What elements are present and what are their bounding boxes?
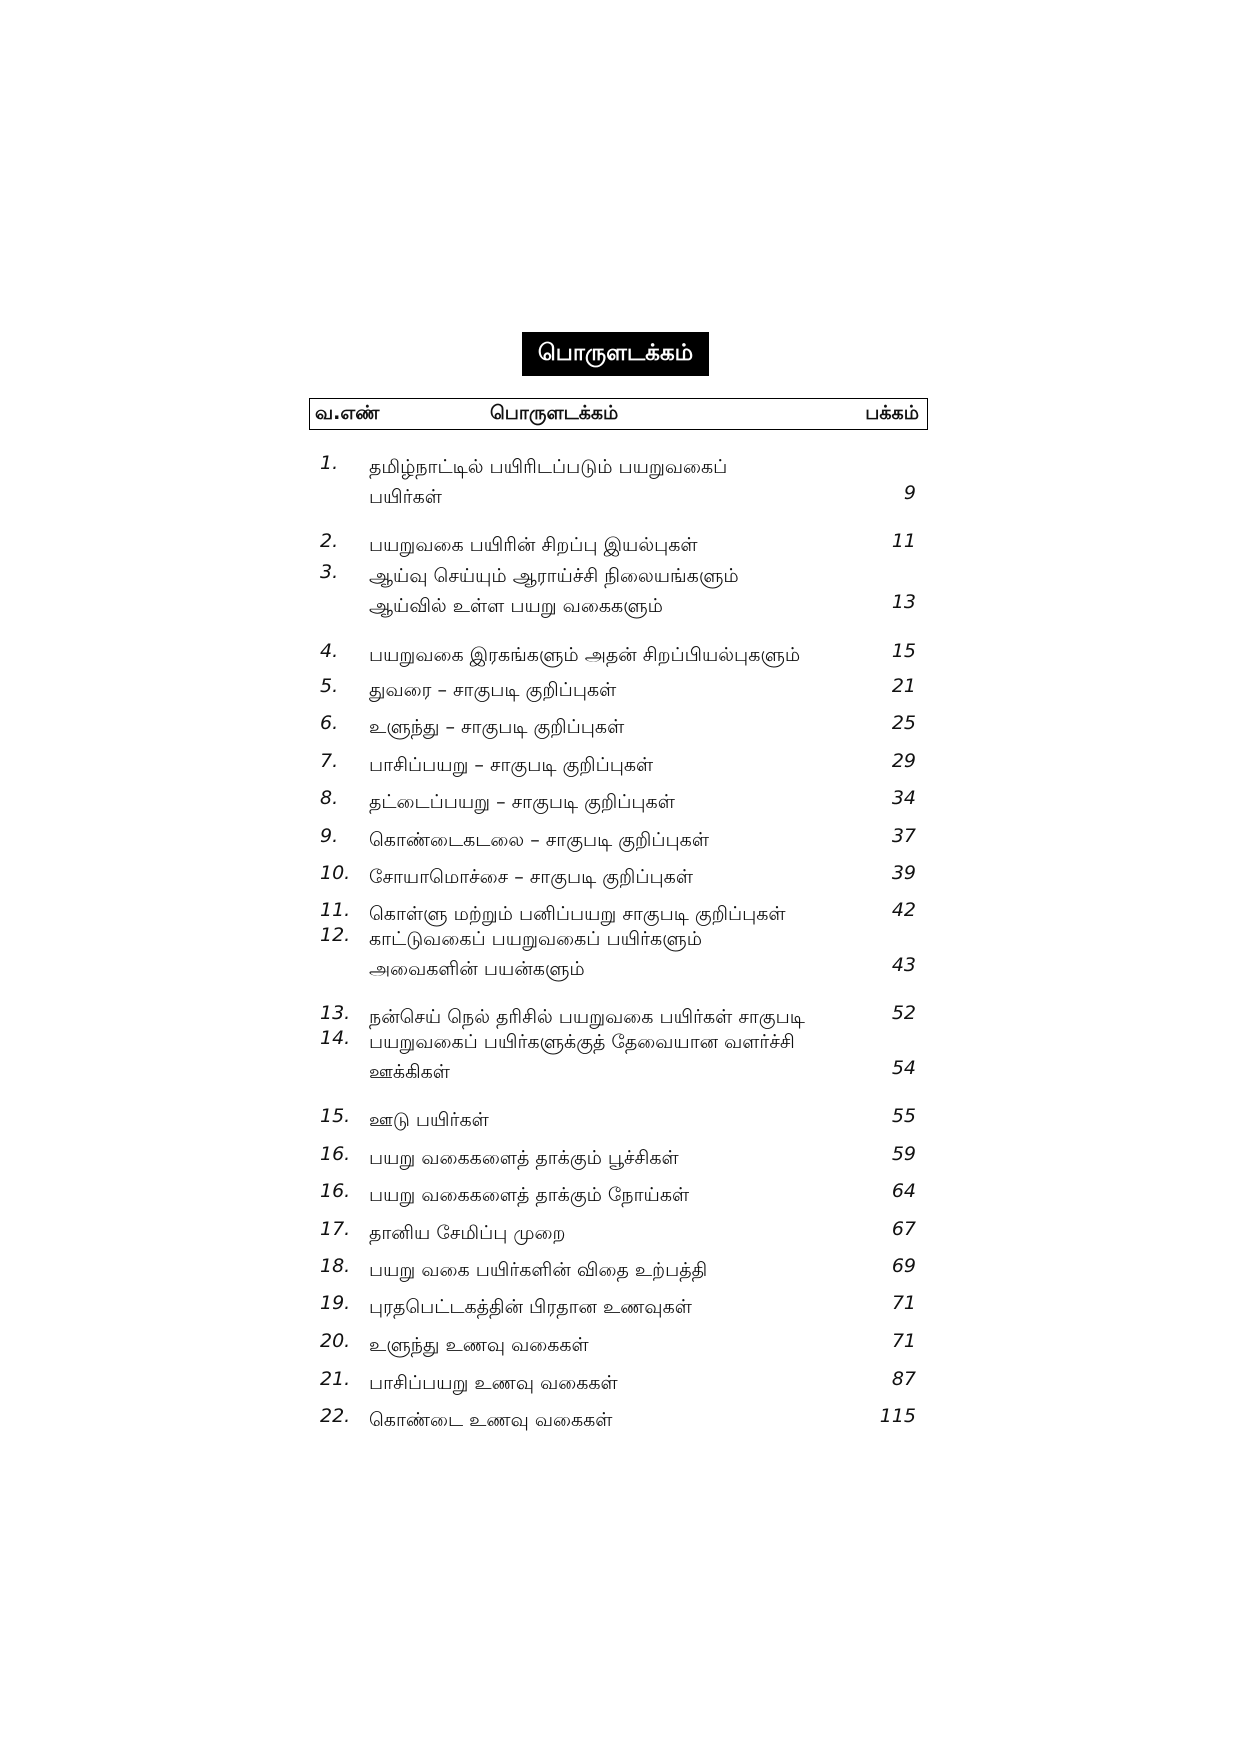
header-page: பக்கம் [865, 402, 919, 424]
entry-title [369, 862, 869, 892]
entry-page-number: 15 [891, 640, 916, 662]
entry-page-number: 67 [891, 1218, 916, 1240]
entry-title-line: தமிழ்நாட்டில் பயிரிடப்படும் பயறுவகைப் [369, 456, 728, 478]
entry-title-line: கொள்ளு மற்றும் பனிப்பயறு சாகுபடி குறிப்புகள் [369, 903, 786, 925]
entry-page-number: 87 [891, 1368, 916, 1390]
entry-number: 3. [320, 561, 339, 583]
entry-page-number: 43 [891, 954, 916, 976]
entry-number: 13. [320, 1002, 351, 1024]
entry-title [369, 825, 869, 855]
entry-title-line: பயறுவகை இரகங்களும் அதன் சிறப்பியல்புகளும் [369, 644, 801, 666]
entry-number: 16. [320, 1180, 351, 1202]
entry-number: 21. [320, 1368, 351, 1390]
entry-number: 18. [320, 1255, 351, 1277]
entry-title [369, 1105, 869, 1135]
entry-title [369, 1218, 869, 1248]
entry-title [369, 675, 869, 705]
entry-page-number: 34 [891, 787, 916, 809]
entry-title-line: தானிய சேமிப்பு முறை [369, 1222, 566, 1244]
entry-title [369, 452, 869, 512]
entry-title-line: உளுந்து – சாகுபடி குறிப்புகள் [369, 716, 625, 738]
entry-page-number: 9 [903, 482, 916, 504]
entry-title-line: ஊக்கிகள் [369, 1061, 450, 1083]
entry-title-line: புரதபெட்டகத்தின் பிரதான உணவுகள் [369, 1296, 692, 1318]
entry-title-line: நன்செய் நெல் தரிசில் பயறுவகை பயிர்கள் சாகுபடி [369, 1006, 805, 1028]
entry-page-number: 69 [891, 1255, 916, 1277]
entry-page-number: 39 [891, 862, 916, 884]
entry-page-number: 55 [891, 1105, 916, 1127]
entry-title-line: பயறு வகைகளைத் தாக்கும் நோய்கள் [369, 1184, 690, 1206]
entry-number: 20. [320, 1330, 351, 1352]
entry-title-line: கொண்டைகடலை – சாகுபடி குறிப்புகள் [369, 829, 709, 851]
entry-title-line: பாசிப்பயறு உணவு வகைகள் [369, 1372, 618, 1394]
entry-title-line: உளுந்து உணவு வகைகள் [369, 1334, 589, 1356]
entry-page-number: 71 [891, 1292, 916, 1314]
entry-title-line: பயறுவகை பயிரின் சிறப்பு இயல்புகள் [369, 534, 698, 556]
entry-title-line: ஊடு பயிர்கள் [369, 1109, 489, 1131]
entry-number: 2. [320, 530, 339, 552]
entry-number: 16. [320, 1143, 351, 1165]
entry-title [369, 750, 869, 780]
entry-title-line: துவரை – சாகுபடி குறிப்புகள் [369, 679, 617, 701]
entry-page-number: 29 [891, 750, 916, 772]
entry-title-line: பயறு வகைகளைத் தாக்கும் பூச்சிகள் [369, 1147, 679, 1169]
entry-title-line: ஆய்வு செய்யும் ஆராய்ச்சி நிலையங்களும் [369, 565, 739, 587]
entry-page-number: 21 [891, 675, 916, 697]
entry-title-line: பயிர்கள் [369, 486, 442, 508]
entry-number: 12. [320, 924, 351, 946]
entry-page-number: 25 [891, 712, 916, 734]
entry-title-line: சோயாமொச்சை – சாகுபடி குறிப்புகள் [369, 866, 693, 888]
entry-title-line: கொண்டை உணவு வகைகள் [369, 1409, 613, 1431]
entry-number: 22. [320, 1405, 351, 1427]
entry-title [369, 530, 869, 560]
entry-number: 5. [320, 675, 339, 697]
entry-title [369, 1255, 869, 1285]
entry-page-number: 11 [891, 530, 916, 552]
entry-title [369, 1027, 869, 1087]
entry-title [369, 712, 869, 742]
entry-page-number: 64 [891, 1180, 916, 1202]
entry-title [369, 1330, 869, 1360]
entry-title [369, 1368, 869, 1398]
entry-title [369, 924, 869, 984]
entry-title-line: காட்டுவகைப் பயறுவகைப் பயிர்களும் [369, 928, 702, 950]
entry-page-number: 37 [891, 825, 916, 847]
entry-number: 19. [320, 1292, 351, 1314]
entry-title-line: பயறு வகை பயிர்களின் விதை உற்பத்தி [369, 1259, 708, 1281]
entry-number: 8. [320, 787, 339, 809]
entry-number: 9. [320, 825, 339, 847]
entry-title [369, 640, 869, 670]
entry-page-number: 42 [891, 899, 916, 921]
entry-number: 14. [320, 1027, 351, 1049]
header-serial-number: வ.எண் [315, 402, 380, 424]
entry-title-line: பயறுவகைப் பயிர்களுக்குத் தேவையான வளர்ச்சி [369, 1031, 795, 1053]
entry-title [369, 1143, 869, 1173]
entry-number: 11. [320, 899, 351, 921]
entry-title [369, 1180, 869, 1210]
entry-page-number: 13 [891, 591, 916, 613]
entry-title [369, 787, 869, 817]
entry-title-line: ஆய்வில் உள்ள பயறு வகைகளும் [369, 595, 663, 617]
entry-title-line: தட்டைப்பயறு – சாகுபடி குறிப்புகள் [369, 791, 675, 813]
entry-page-number: 52 [891, 1002, 916, 1024]
entry-title-line: அவைகளின் பயன்களும் [369, 958, 585, 980]
entry-number: 10. [320, 862, 351, 884]
page-title: பொருளடக்கம் [522, 332, 709, 376]
entry-number: 4. [320, 640, 339, 662]
entry-number: 6. [320, 712, 339, 734]
header-contents: பொருளடக்கம் [490, 402, 619, 424]
entry-page-number: 54 [891, 1057, 916, 1079]
entry-number: 7. [320, 750, 339, 772]
entry-number: 1. [320, 452, 339, 474]
entry-title [369, 1405, 869, 1435]
entry-number: 17. [320, 1218, 351, 1240]
entry-number: 15. [320, 1105, 351, 1127]
entry-page-number: 71 [891, 1330, 916, 1352]
entry-title-line: பாசிப்பயறு – சாகுபடி குறிப்புகள் [369, 754, 654, 776]
entry-page-number: 59 [891, 1143, 916, 1165]
entry-page-number: 115 [879, 1405, 916, 1427]
entry-title [369, 561, 869, 621]
entry-title [369, 1292, 869, 1322]
